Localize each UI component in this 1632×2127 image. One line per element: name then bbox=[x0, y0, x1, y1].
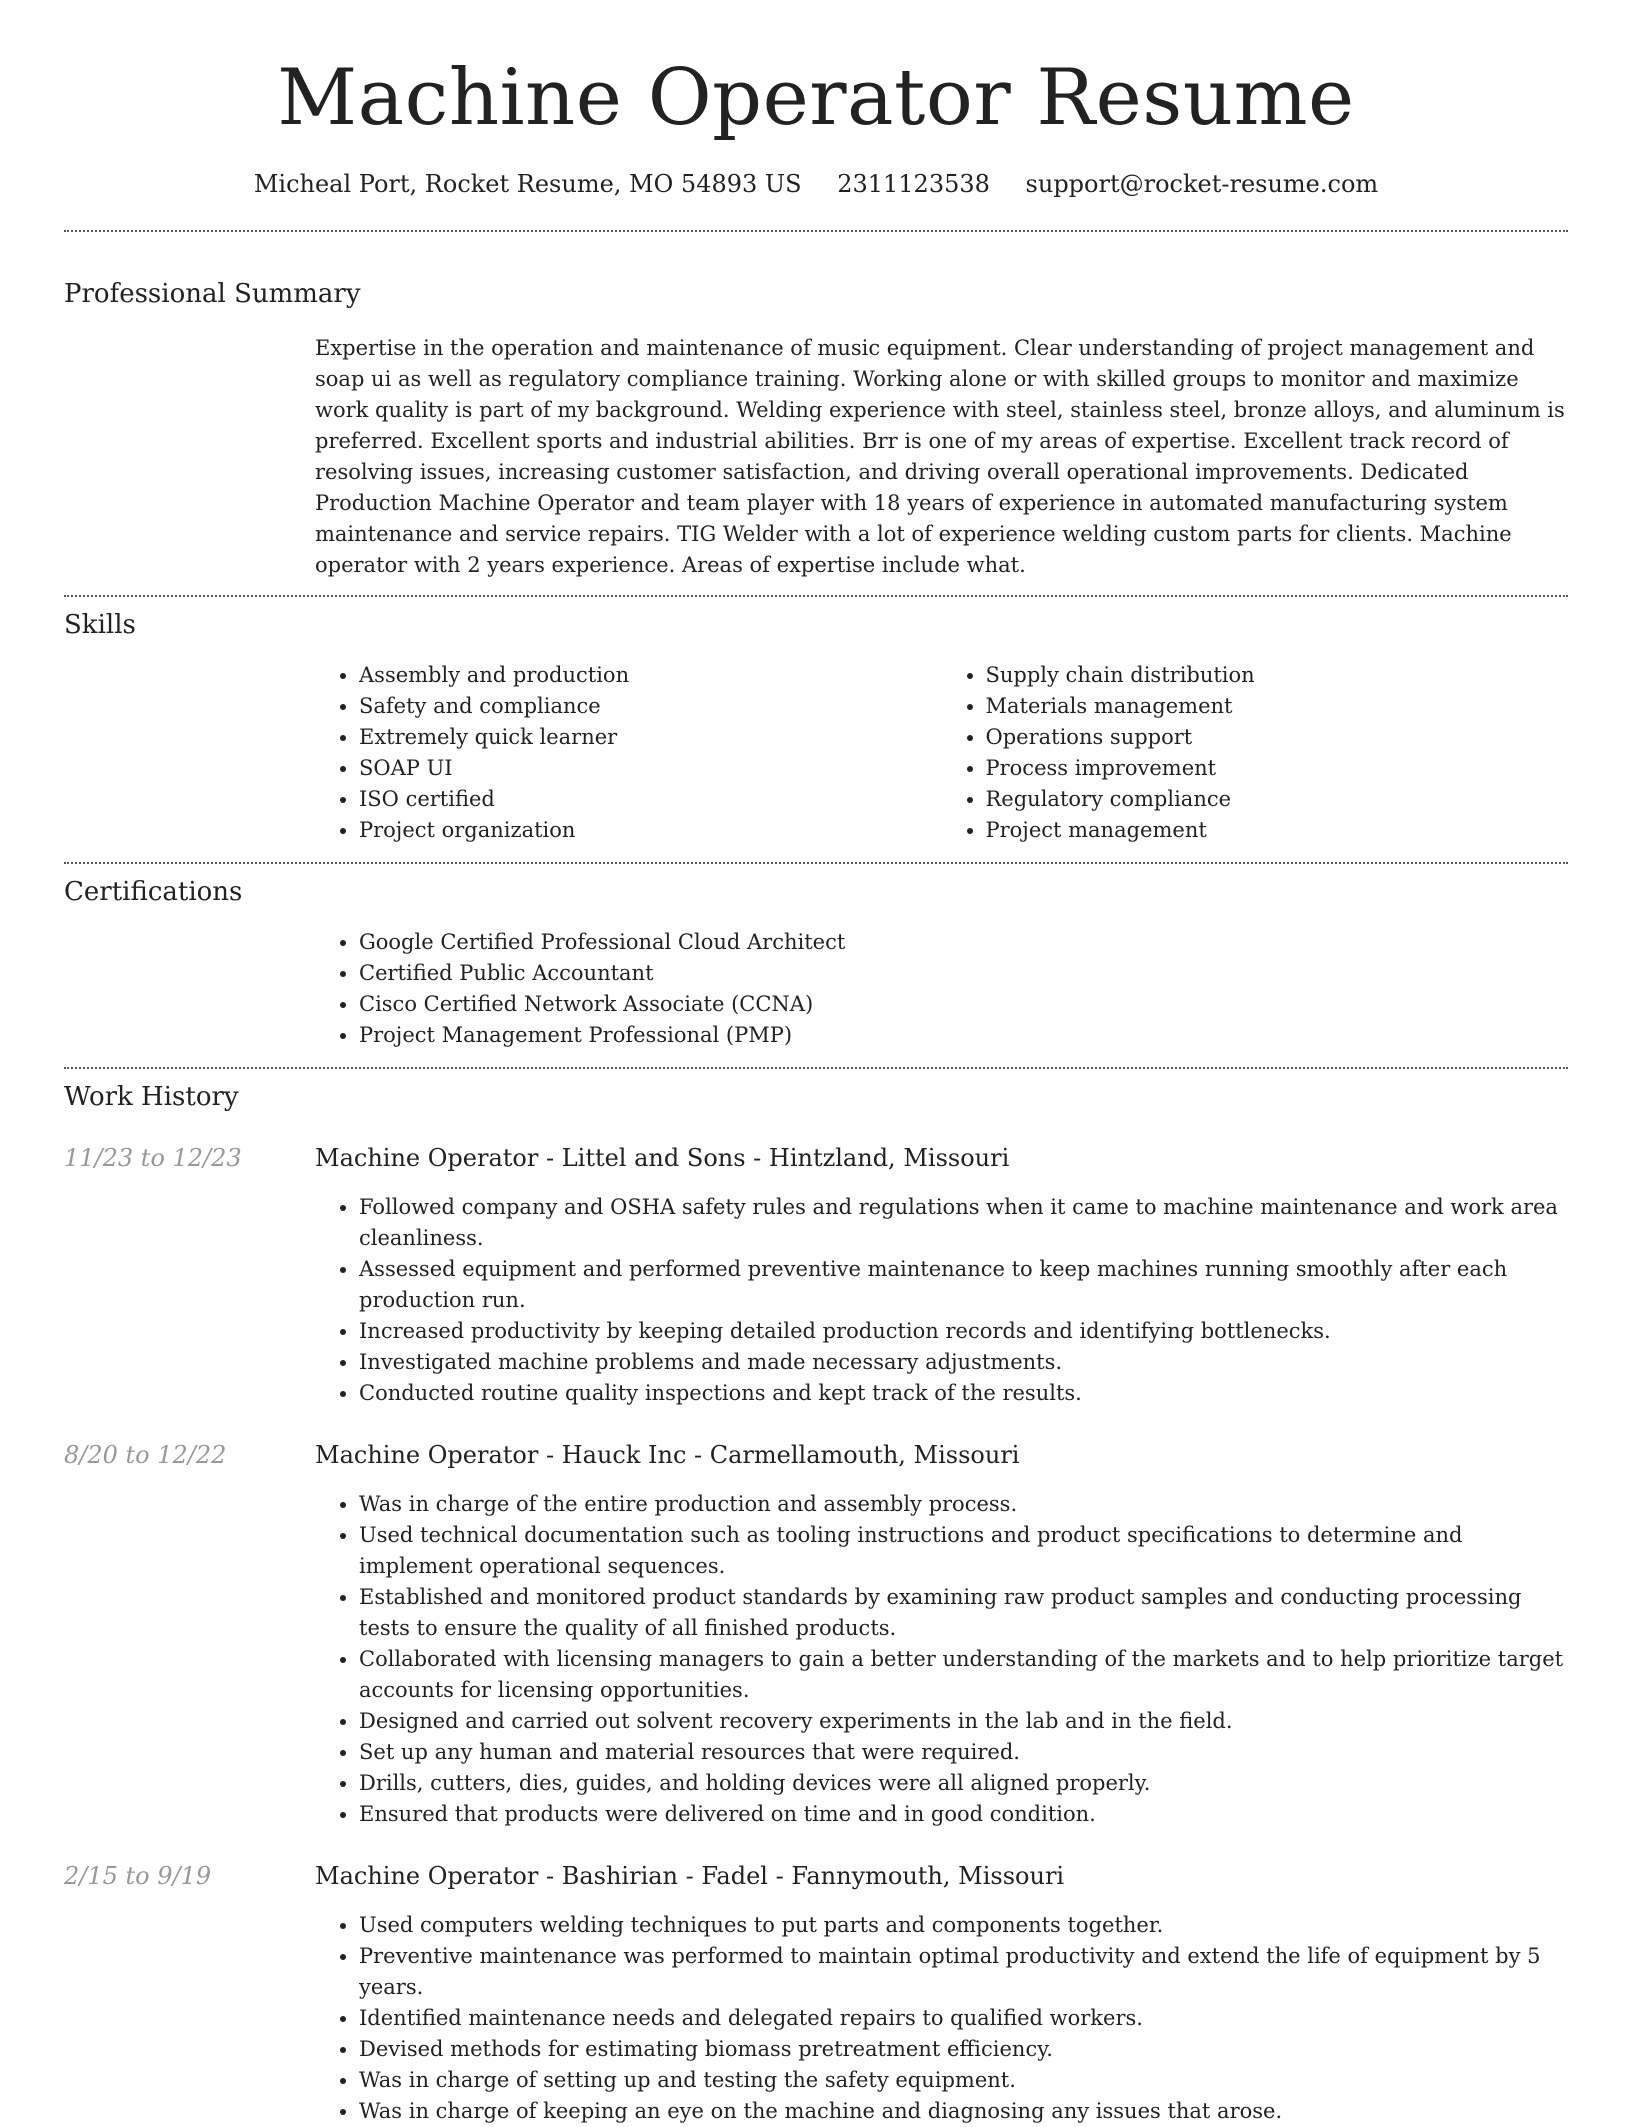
certification-item: • Google Certified Professional Cloud Architect bbox=[359, 927, 1568, 958]
skills-list-left bbox=[315, 660, 942, 846]
job-bullet: • Used computers welding techniques to put parts and components together. bbox=[359, 1910, 1568, 1941]
skill-item: • Regulatory compliance bbox=[986, 784, 1569, 815]
certifications-heading: Certifications bbox=[64, 877, 243, 907]
job-bullet: • Established and monitored product standards by examining raw product samples and conducting processing tests to ensure the quality of all finished products. bbox=[359, 1582, 1568, 1644]
skills-grid bbox=[315, 660, 1568, 846]
certifications-section bbox=[64, 875, 1568, 1051]
job-bullet: • Increased productivity by keeping detailed production records and identifying bottlenecks. bbox=[359, 1316, 1568, 1347]
job-title: Machine Operator - Bashirian - Fadel - Fannymouth, Missouri bbox=[315, 1862, 1065, 1890]
section-divider bbox=[64, 1067, 1568, 1069]
header-divider bbox=[64, 230, 1568, 232]
skill-item: • SOAP UI bbox=[359, 753, 942, 784]
job-entry bbox=[64, 1439, 1568, 1830]
job-bullet: • Set up any human and material resources that were required. bbox=[359, 1737, 1568, 1768]
resume-title: Machine Operator Resume bbox=[277, 53, 1355, 143]
job-bullet: • Devised methods for estimating biomass pretreatment efficiency. bbox=[359, 2034, 1568, 2065]
skill-item: • Supply chain distribution bbox=[986, 660, 1569, 691]
skill-item: • Materials management bbox=[986, 691, 1569, 722]
job-bullet: • Assessed equipment and performed preventive maintenance to keep machines running smoothly after each production run. bbox=[359, 1254, 1568, 1316]
section-divider bbox=[64, 595, 1568, 597]
job-bullet: • Ensured that products were delivered on time and in good condition. bbox=[359, 1799, 1568, 1830]
contact-email: support@rocket-resume.com bbox=[1025, 170, 1379, 198]
summary-text: Expertise in the operation and maintenance of music equipment. Clear understanding of project management and soap ui as well as regulatory compliance training. Working alone or with skilled groups to monitor and maximize work quality is part of my background. Welding experience with steel, stainless steel, bronze alloys, and aluminum is preferred. Excellent sports and industrial abilities. Brr is one of my areas of expertise. Excellent track record of resolving issues, increasing customer satisfaction, and driving overall operational improvements. Dedicated Production Machine Operator and team player with 18 years of experience in automated manufacturing system maintenance and service repairs. TIG Welder with a lot of experience welding custom parts for clients. Machine operator with 2 years experience. Areas of expertise include what. bbox=[315, 336, 1565, 577]
job-dates: 2/15 to 9/19 bbox=[64, 1862, 212, 1890]
job-bullets bbox=[315, 1910, 1568, 2127]
job-bullets bbox=[315, 1489, 1568, 1830]
job-entry bbox=[64, 1860, 1568, 2127]
job-bullet: • Was in charge of the entire production and assembly process. bbox=[359, 1489, 1568, 1520]
work-history-heading: Work History bbox=[64, 1082, 239, 1112]
skills-heading: Skills bbox=[64, 610, 136, 640]
job-bullet: • Was in charge of keeping an eye on the machine and diagnosing any issues that arose. bbox=[359, 2096, 1568, 2127]
section-divider bbox=[64, 862, 1568, 864]
skill-item: • Extremely quick learner bbox=[359, 722, 942, 753]
job-body bbox=[315, 1860, 1568, 2127]
skill-item: • Project organization bbox=[359, 815, 942, 846]
skills-list-right bbox=[942, 660, 1569, 846]
job-bullet: • Was in charge of setting up and testing the safety equipment. bbox=[359, 2065, 1568, 2096]
job-body bbox=[315, 1142, 1568, 1409]
job-bullet: • Identified maintenance needs and delegated repairs to qualified workers. bbox=[359, 2003, 1568, 2034]
skill-item: • Assembly and production bbox=[359, 660, 942, 691]
job-body bbox=[315, 1439, 1568, 1830]
skill-item: • Process improvement bbox=[986, 753, 1569, 784]
work-history-section bbox=[64, 1080, 1568, 2127]
job-bullet: • Investigated machine problems and made necessary adjustments. bbox=[359, 1347, 1568, 1378]
certifications-list bbox=[315, 927, 1568, 1051]
certification-item: • Project Management Professional (PMP) bbox=[359, 1020, 1568, 1051]
job-title: Machine Operator - Littel and Sons - Hintzland, Missouri bbox=[315, 1144, 1010, 1172]
job-dates: 11/23 to 12/23 bbox=[64, 1144, 242, 1172]
resume-header bbox=[64, 0, 1568, 200]
skill-item: • Project management bbox=[986, 815, 1569, 846]
job-bullet: • Drills, cutters, dies, guides, and holding devices were all aligned properly. bbox=[359, 1768, 1568, 1799]
skills-section bbox=[64, 608, 1568, 846]
job-bullet: • Preventive maintenance was performed to maintain optimal productivity and extend the life of equipment by 5 years. bbox=[359, 1941, 1568, 2003]
job-dates: 8/20 to 12/22 bbox=[64, 1441, 227, 1469]
job-bullets bbox=[315, 1192, 1568, 1409]
certification-item: • Cisco Certified Network Associate (CCNA) bbox=[359, 989, 1568, 1020]
job-bullet: • Used technical documentation such as tooling instructions and product specifications to determine and implement operational sequences. bbox=[359, 1520, 1568, 1582]
skill-item: • Safety and compliance bbox=[359, 691, 942, 722]
job-bullet: • Followed company and OSHA safety rules and regulations when it came to machine maintenance and work area cleanliness. bbox=[359, 1192, 1568, 1254]
contact-address: Micheal Port, Rocket Resume, MO 54893 US bbox=[253, 170, 802, 198]
job-bullet: • Designed and carried out solvent recovery experiments in the lab and in the field. bbox=[359, 1706, 1568, 1737]
skill-item: • Operations support bbox=[986, 722, 1569, 753]
job-entry bbox=[64, 1142, 1568, 1409]
contact-info bbox=[64, 168, 1568, 200]
summary-heading: Professional Summary bbox=[64, 279, 361, 309]
contact-phone: 2311123538 bbox=[837, 170, 990, 198]
job-title: Machine Operator - Hauck Inc - Carmellamouth, Missouri bbox=[315, 1441, 1020, 1469]
certification-item: • Certified Public Accountant bbox=[359, 958, 1568, 989]
job-bullet: • Collaborated with licensing managers to gain a better understanding of the markets and to help prioritize target accounts for licensing opportunities. bbox=[359, 1644, 1568, 1706]
skill-item: • ISO certified bbox=[359, 784, 942, 815]
job-bullet: • Conducted routine quality inspections and kept track of the results. bbox=[359, 1378, 1568, 1409]
summary-section bbox=[64, 277, 1568, 581]
